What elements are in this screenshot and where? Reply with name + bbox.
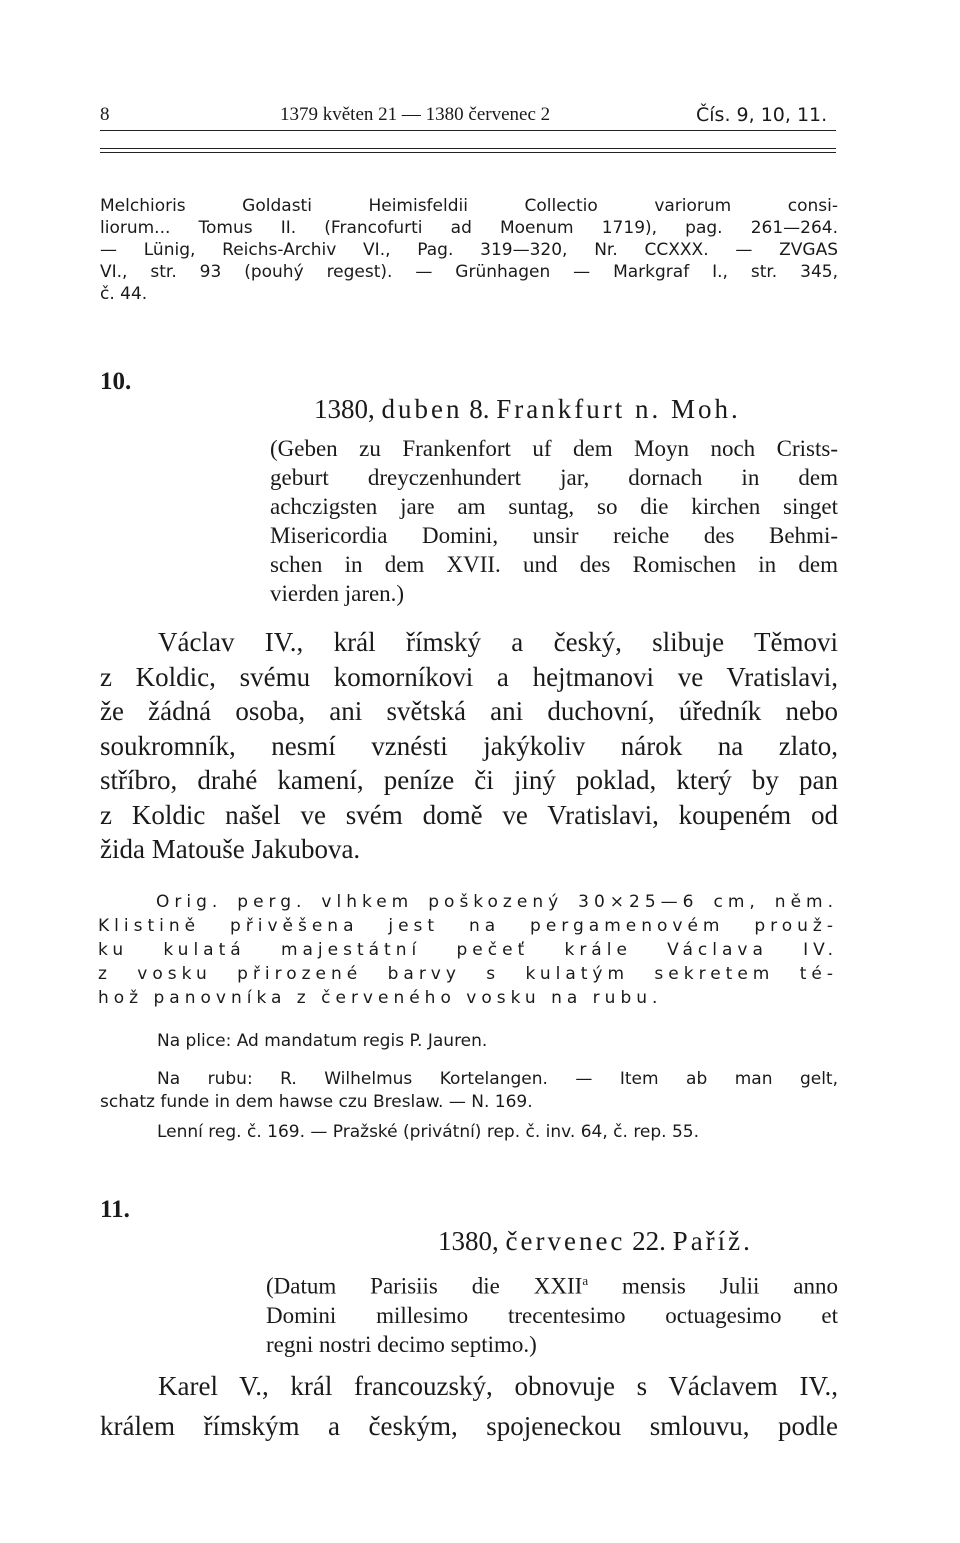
text-line: VI., str. 93 (pouhý regest). — Grünhagen — Markgraf I., str. 345, bbox=[100, 262, 838, 282]
header-double-rule-bottom bbox=[100, 152, 836, 153]
text-line: ku kulatá majestátní pečeť krále Václava IV. bbox=[98, 940, 838, 960]
text-line: z Koldic našel ve svém domě ve Vratislavi, koupeném od bbox=[100, 799, 838, 830]
heading-place: Paříž. bbox=[672, 1226, 753, 1256]
heading-day: 22. bbox=[632, 1226, 666, 1256]
text-line: geburt dreyczenhundert jar, dornach in dem bbox=[270, 465, 838, 490]
dating-text: (Datum Parisiis die XXII bbox=[266, 1273, 583, 1299]
text-line: stříbro, drahé kamení, peníze či jiný poklad, který by pan bbox=[100, 765, 838, 795]
header-rule bbox=[100, 130, 836, 131]
text-line: achczigsten jare am suntag, so die kirchen singet bbox=[270, 494, 838, 519]
document-number: 11. bbox=[100, 1196, 130, 1223]
text-line: Klistině přivěšena jest na pergamenovém prouž- bbox=[98, 916, 838, 936]
text-line: Václav IV., král římský a český, slibuje Těmovi bbox=[158, 627, 838, 657]
header-date-range: 1379 květen 21 — 1380 červenec 2 bbox=[280, 104, 551, 125]
text-line: Melchioris Goldasti Heimisfeldii Collectio variorum consi- bbox=[100, 196, 838, 216]
heading-day: 8. bbox=[469, 394, 490, 424]
document-number: 10. bbox=[100, 368, 132, 395]
text-line: soukromník, nesmí vznésti jakýkoliv nárok na zlato, bbox=[100, 730, 838, 761]
text-line: schatz funde in dem hawse czu Breslaw. — N. 169. bbox=[100, 1092, 533, 1112]
text-line: vierden jaren.) bbox=[270, 581, 405, 606]
dating-text-tail: mensis Julii anno bbox=[621, 1273, 838, 1299]
text-line: že žádná osoba, ani světská ani duchovní, úředník nebo bbox=[100, 696, 838, 726]
heading-month: duben bbox=[381, 394, 463, 424]
document-heading bbox=[438, 1226, 753, 1257]
text-line: regni nostri decimo septimo.) bbox=[266, 1331, 537, 1357]
running-header bbox=[100, 104, 836, 128]
text-line: Na rubu: R. Wilhelmus Kortelangen. — Item ab man gelt, bbox=[157, 1069, 838, 1089]
superscript: a bbox=[582, 1273, 589, 1288]
heading-place: Frankfurt n. Moh. bbox=[496, 394, 741, 424]
text-line: Domini millesimo trecentesimo octuagesimo et bbox=[266, 1302, 838, 1328]
text-line: Orig. perg. vlhkem poškozený 30×25—6 cm, něm. bbox=[156, 892, 838, 912]
header-document-numbers: Čís. 9, 10, 11. bbox=[696, 104, 828, 126]
regest-paragraph bbox=[100, 625, 838, 867]
plice-note: Na plice: Ad mandatum regis P. Jauren. bbox=[157, 1031, 488, 1051]
bibliography-paragraph bbox=[100, 195, 838, 305]
heading-month: červenec bbox=[505, 1226, 626, 1256]
text-line: z vosku přirozené barvy s kulatým sekretem té- bbox=[98, 964, 838, 984]
text-line: králem římským a českým, spojeneckou smlouvu, podle bbox=[100, 1411, 838, 1441]
text-line: hož panovníka z červeného vosku na rubu. bbox=[98, 988, 663, 1008]
physical-description bbox=[98, 890, 838, 1010]
text-line: schen in dem XVII. und des Romischen in dem bbox=[270, 552, 838, 577]
text-line: Misericordia Domini, unsir reiche des Behmi- bbox=[270, 523, 838, 548]
text-line: žida Matouše Jakubova. bbox=[100, 834, 361, 864]
heading-year: 1380, bbox=[314, 394, 375, 424]
page-number: 8 bbox=[100, 104, 110, 125]
text-line bbox=[266, 1266, 838, 1301]
header-double-rule-top bbox=[100, 148, 836, 149]
text-line: liorum... Tomus II. (Francofurti ad Moenum 1719), pag. 261—264. bbox=[100, 218, 838, 238]
dating-clause bbox=[270, 434, 838, 608]
rubu-note bbox=[100, 1068, 838, 1114]
text-line: č. 44. bbox=[100, 284, 148, 304]
document-heading bbox=[314, 394, 741, 425]
text-line: (Geben zu Frankenfort uf dem Moyn noch Crists- bbox=[270, 436, 838, 461]
text-line: — Lünig, Reichs-Archiv VI., Pag. 319—320, Nr. CCXXX. — ZVGAS bbox=[100, 240, 838, 260]
text-line: Karel V., král francouzský, obnovuje s Václavem IV., bbox=[158, 1371, 838, 1401]
dating-clause bbox=[266, 1266, 838, 1359]
heading-year: 1380, bbox=[438, 1226, 499, 1256]
regest-paragraph bbox=[100, 1366, 838, 1446]
text-line: z Koldic, svému komorníkovi a hejtmanovi ve Vratislavi, bbox=[100, 661, 838, 692]
archive-reference: Lenní reg. č. 169. — Pražské (privátní) rep. č. inv. 64, č. rep. 55. bbox=[157, 1122, 700, 1142]
